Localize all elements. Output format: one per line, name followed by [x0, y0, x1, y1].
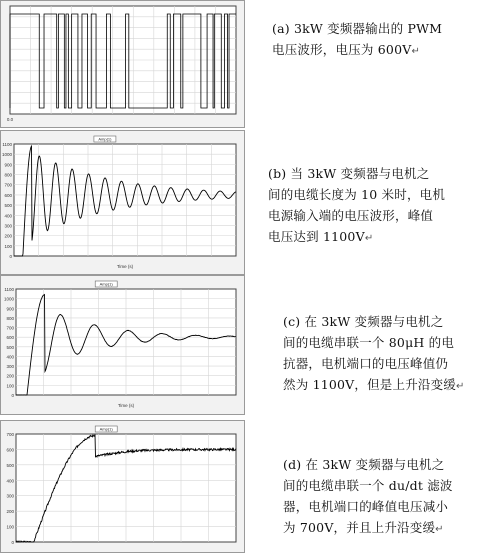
y-tick-label: 500 — [6, 462, 14, 468]
return-mark: ↵ — [411, 46, 421, 57]
plot-b — [0, 130, 245, 275]
return-mark: ↵ — [456, 381, 465, 392]
y-tick-label: 800 — [4, 172, 12, 178]
x-tick-label: 0.0 — [6, 117, 14, 122]
dudt-filter-voltage-chart — [0, 420, 245, 553]
plot-d — [0, 420, 245, 553]
y-tick-label: 800 — [6, 315, 14, 321]
y-tick-label: 1100 — [4, 287, 14, 292]
figure-panel-a — [0, 0, 503, 130]
plot-c — [0, 275, 245, 415]
y-tick-label: 1000 — [1, 152, 12, 158]
figure-panel-b — [0, 130, 503, 275]
y-tick-label: 600 — [6, 335, 14, 341]
reactor-voltage-chart — [0, 275, 245, 415]
x-axis-label: Time (s) — [117, 403, 135, 408]
y-tick-label: 300 — [4, 223, 12, 229]
y-tick-label: 500 — [4, 203, 12, 209]
y-tick-label: 200 — [6, 509, 14, 515]
plot-area — [14, 144, 236, 256]
y-tick-label: 900 — [6, 306, 14, 312]
y-tick-label: 300 — [6, 364, 14, 370]
y-tick-label: 200 — [4, 233, 12, 239]
y-tick-label: 600 — [6, 447, 14, 453]
x-axis-label: Time (s) — [116, 264, 134, 269]
plot-a — [0, 0, 245, 128]
y-tick-label: 400 — [4, 213, 12, 219]
y-tick-label: 100 — [4, 243, 12, 249]
caption-b: (b) 当 3kW 变频器与电机之 间的电缆长度为 10 米时，电机 电源输入端的电压波形，峰值 电压达到 1100V↵ — [268, 166, 446, 244]
cable-10m-voltage-chart — [0, 130, 245, 275]
return-mark: ↵ — [435, 524, 444, 535]
y-tick-label: 900 — [4, 162, 12, 168]
y-tick-label: 0 — [11, 393, 14, 398]
legend-label: Amp(1) — [98, 136, 112, 142]
y-tick-label: 0 — [11, 540, 14, 545]
pwm-waveform-chart — [0, 0, 245, 128]
y-tick-label: 1100 — [2, 142, 12, 147]
y-tick-label: 500 — [6, 344, 14, 350]
return-mark: ↵ — [364, 233, 374, 244]
figure-panel-d — [0, 420, 503, 553]
y-tick-label: 700 — [4, 182, 12, 188]
y-tick-label: 700 — [6, 432, 14, 437]
y-tick-label: 300 — [6, 493, 14, 499]
y-tick-label: 700 — [6, 325, 14, 331]
y-tick-label: 400 — [6, 354, 14, 360]
legend-label: Amp(1) — [99, 426, 113, 432]
y-tick-label: 1000 — [3, 296, 14, 302]
y-tick-label: 400 — [6, 478, 14, 484]
caption-a: (a) 3kW 变频器输出的 PWM 电压波形，电压为 600V↵ — [272, 21, 443, 57]
y-tick-label: 200 — [6, 373, 14, 379]
caption-d: (d) 在 3kW 变频器与电机之 间的电缆串联一个 du/dt 滤波 器，电机端口的峰值电压减小 为 700V，并且上升沿变缓↵ — [283, 457, 453, 535]
y-tick-label: 100 — [6, 383, 14, 389]
y-tick-label: 600 — [4, 192, 12, 198]
caption-c: (c) 在 3kW 变频器与电机之 间的电缆串联一个 80μH 的电 抗器，电机端口的电压峰值仍 然为 1100V，但是上升沿变缓↵ — [283, 314, 465, 392]
y-tick-label: 100 — [6, 524, 14, 530]
legend-label: Amp(1) — [99, 281, 113, 287]
figure-panel-c — [0, 275, 503, 415]
y-tick-label: 0 — [9, 254, 12, 259]
